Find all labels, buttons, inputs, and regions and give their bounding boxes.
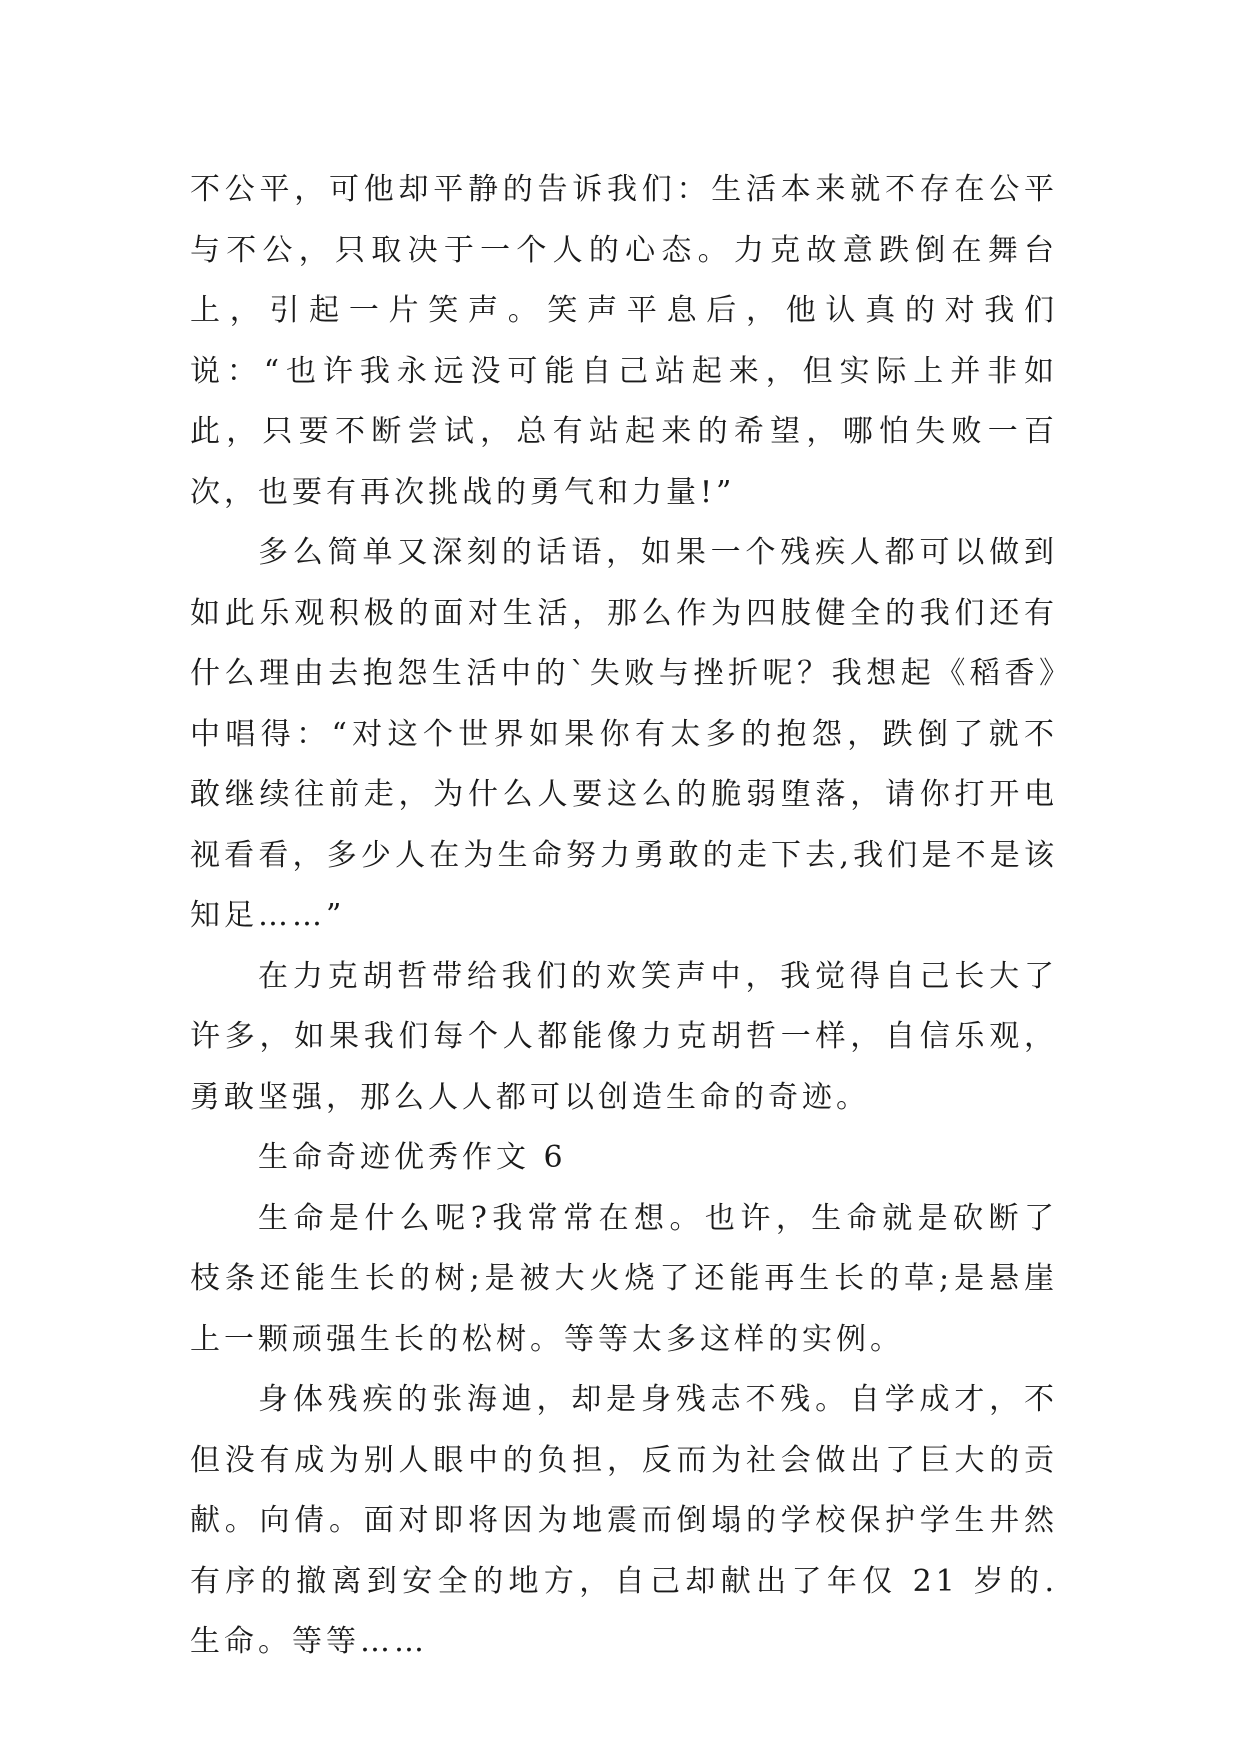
document-body <box>190 160 1058 1673</box>
paragraph: 生命是什么呢?我常常在想。也许，生命就是砍断了枝条还能生长的树;是被大火烧了还能再生长的草;是悬崖上一颗顽强生长的松树。等等太多这样的实例。 <box>190 1200 1058 1357</box>
paragraph: 多么简单又深刻的话语，如果一个残疾人都可以做到如此乐观积极的面对生活，那么作为四肢健全的我们还有什么理由去抱怨生活中的`失败与挫折呢？我想起《稻香》中唱得：“对这个世界如果你有太多的抱怨，跌倒了就不敢继续往前走，为什么人要这么的脆弱堕落，请你打开电视看看，多少人在为生命努力勇敢的走下去,我们是不是该知足……” <box>190 535 1058 933</box>
paragraph: 不公平，可他却平静的告诉我们：生活本来就不存在公平与不公，只取决于一个人的心态。力克故意跌倒在舞台上，引起一片笑声。笑声平息后，他认真的对我们说：“也许我永远没可能自己站起来，但实际上并非如此，只要不断尝试，总有站起来的希望，哪怕失败一百次，也要有再次挑战的勇气和力量!” <box>190 172 1058 510</box>
paragraph: 身体残疾的张海迪，却是身残志不残。自学成才，不但没有成为别人眼中的负担，反而为社会做出了巨大的贡献。向倩。面对即将因为地震而倒塌的学校保护学生井然有序的撤离到安全的地方，自己却献出了年仅 21 岁的.生命。等等…… <box>190 1382 1058 1659</box>
section-heading: 生命奇迹优秀作文 6 <box>258 1140 567 1175</box>
paragraph: 在力克胡哲带给我们的欢笑声中，我觉得自己长大了许多，如果我们每个人都能像力克胡哲一样，自信乐观，勇敢坚强，那么人人都可以创造生命的奇迹。 <box>190 958 1058 1115</box>
